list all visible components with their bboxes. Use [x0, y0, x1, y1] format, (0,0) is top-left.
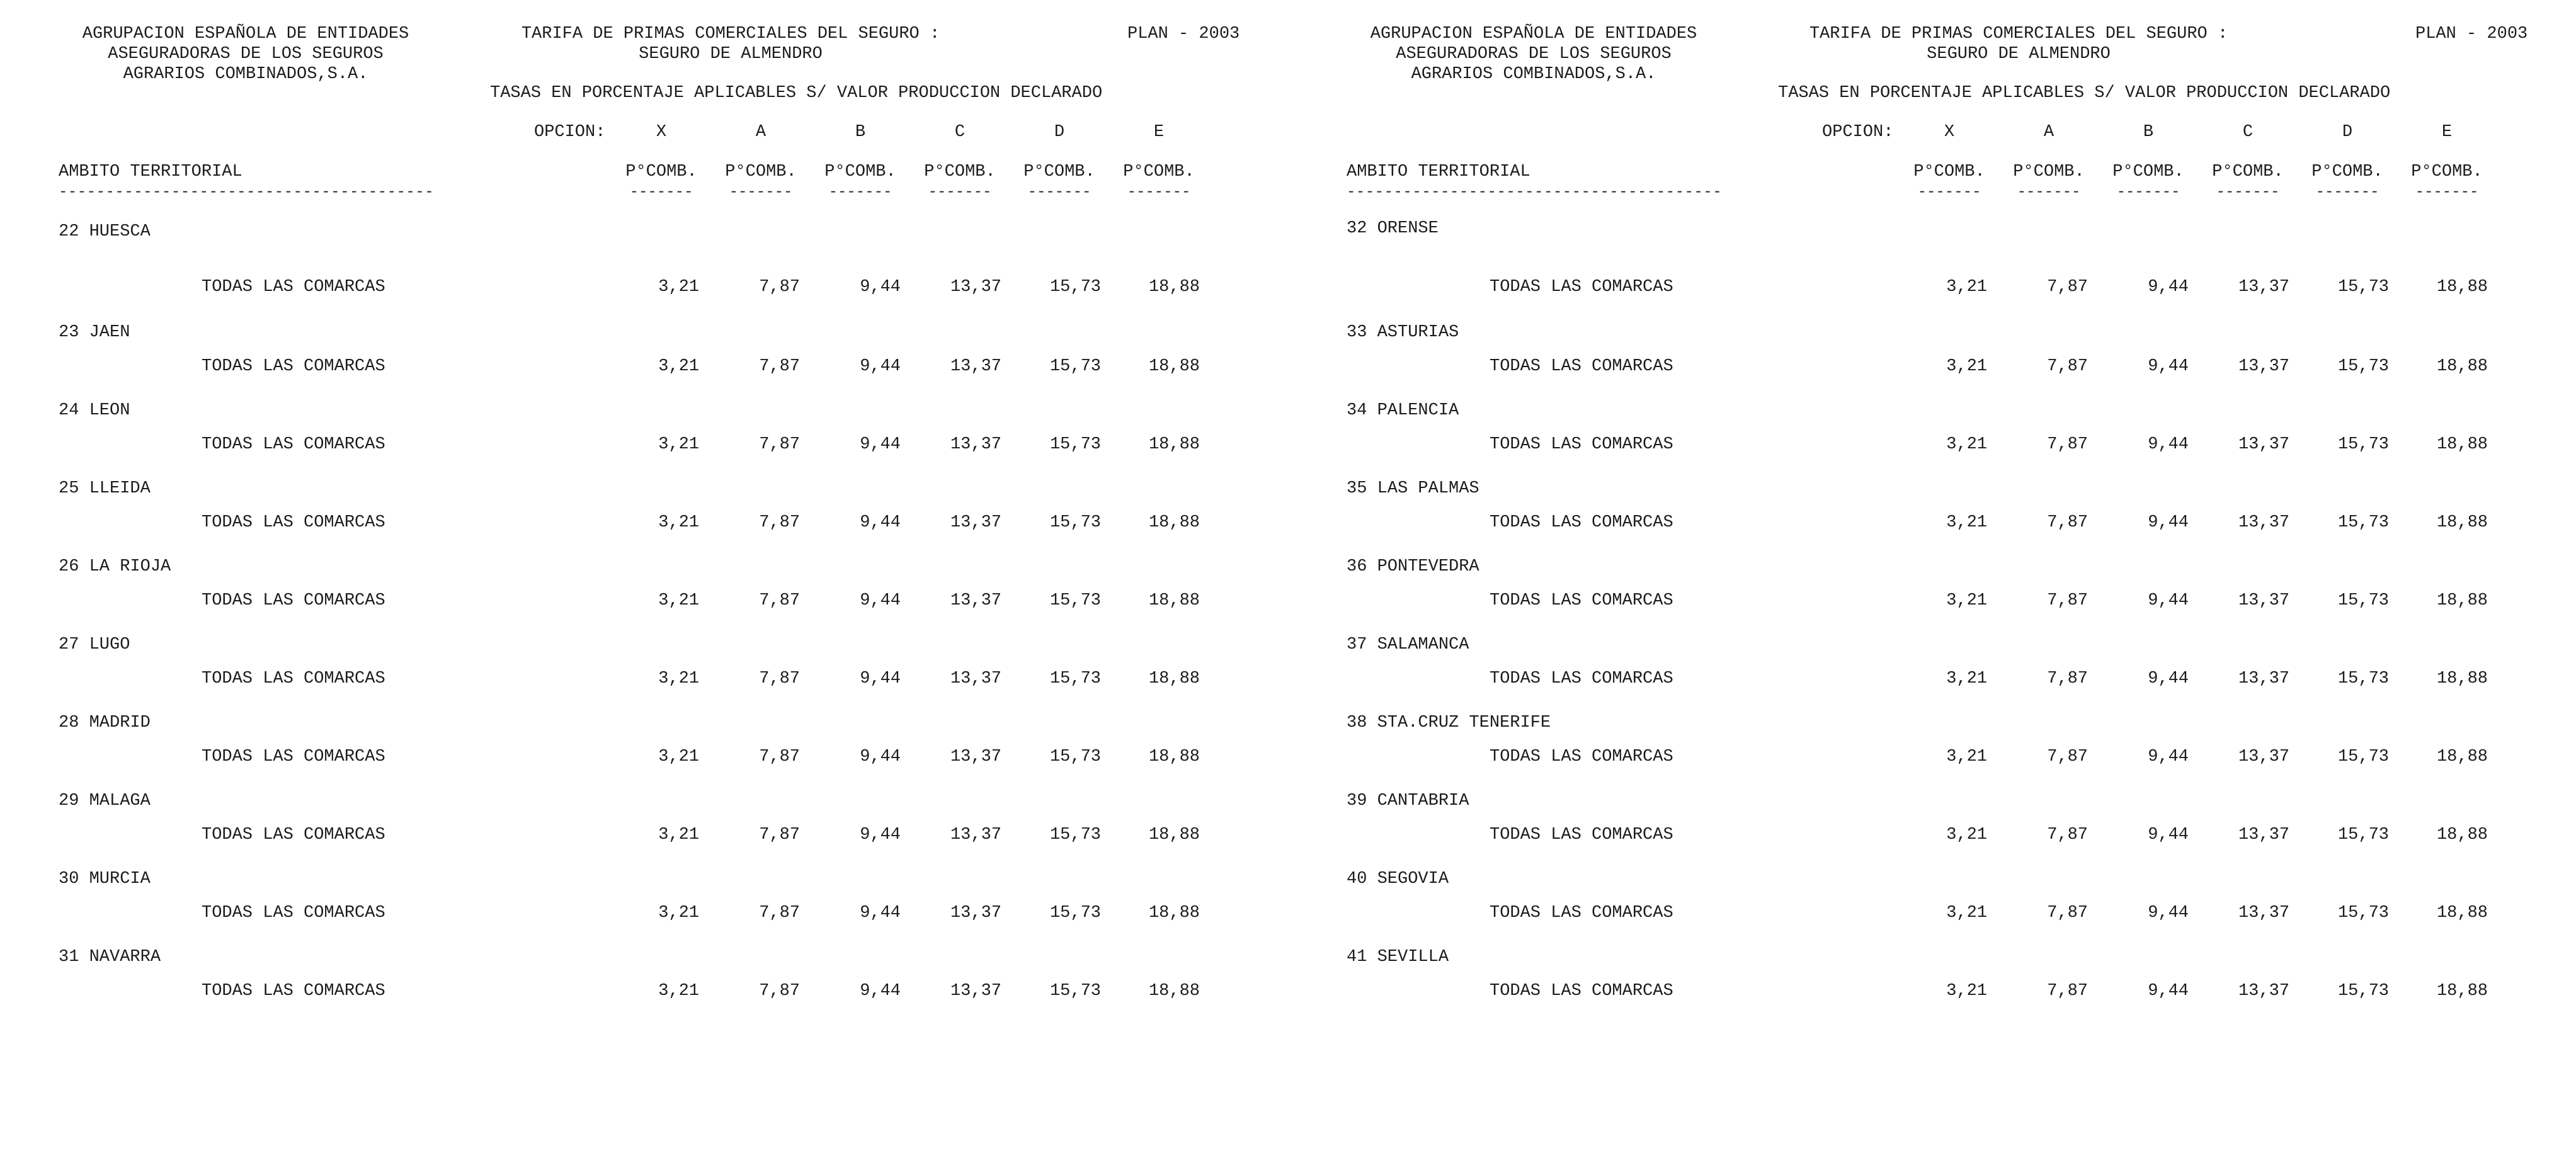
value-option-c: 13,37: [950, 435, 1001, 454]
value-option-a: 7,87: [2047, 278, 2088, 297]
value-option-x: 3,21: [658, 357, 699, 376]
value-option-d: 15,73: [1049, 982, 1101, 1001]
value-option-c: 13,37: [2238, 747, 2289, 766]
value-option-d: 15,73: [2337, 904, 2389, 922]
value-option-d: 15,73: [2337, 982, 2389, 1001]
pcomb-header: P°COMB.: [824, 162, 896, 181]
province-name: 40 SEGOVIA: [1347, 870, 1449, 888]
value-option-e: 18,88: [1148, 435, 1200, 454]
value-option-a: 7,87: [2047, 513, 2088, 532]
tariff-page-right: [1288, 0, 2576, 1158]
option-e-header: E: [1153, 123, 1165, 142]
value-option-c: 13,37: [950, 357, 1001, 376]
province-name: 33 ASTURIAS: [1347, 323, 1459, 342]
value-option-a: 7,87: [759, 435, 800, 454]
value-option-c: 13,37: [2238, 669, 2289, 688]
value-option-b: 9,44: [2148, 357, 2189, 376]
value-option-c: 13,37: [950, 904, 1001, 922]
comarca-name: TODAS LAS COMARCAS: [202, 357, 385, 376]
value-option-e: 18,88: [1148, 904, 1200, 922]
column-rule: -------: [729, 184, 793, 201]
ambito-label: AMBITO TERRITORIAL: [59, 162, 242, 181]
province-name: 39 CANTABRIA: [1347, 792, 1469, 810]
province-name: 28 MADRID: [59, 713, 151, 732]
organization-name: AGRUPACION ESPAÑOLA DE ENTIDADES ASEGURADORAS DE LOS SEGUROS AGRARIOS COMBINADOS,S.A.: [82, 25, 409, 84]
option-c-header: C: [2242, 123, 2254, 142]
value-option-a: 7,87: [759, 669, 800, 688]
comarca-name: TODAS LAS COMARCAS: [202, 826, 385, 844]
value-option-e: 18,88: [2436, 669, 2488, 688]
value-option-x: 3,21: [658, 513, 699, 532]
value-option-x: 3,21: [658, 591, 699, 610]
value-option-a: 7,87: [2047, 982, 2088, 1001]
value-option-b: 9,44: [2148, 669, 2189, 688]
province-name: 31 NAVARRA: [59, 948, 161, 967]
value-option-c: 13,37: [950, 513, 1001, 532]
pcomb-header: P°COMB.: [1123, 162, 1195, 181]
value-option-a: 7,87: [759, 904, 800, 922]
plan-label: PLAN - 2003: [2415, 25, 2528, 43]
value-option-e: 18,88: [2436, 278, 2488, 297]
column-rule: -------: [1127, 184, 1191, 201]
value-option-a: 7,87: [2047, 826, 2088, 844]
pcomb-header: P°COMB.: [1913, 162, 1985, 181]
value-option-a: 7,87: [2047, 747, 2088, 766]
value-option-e: 18,88: [2436, 357, 2488, 376]
comarca-name: TODAS LAS COMARCAS: [1490, 747, 1673, 766]
subtitle: TASAS EN PORCENTAJE APLICABLES S/ VALOR PRODUCCION DECLARADO: [1778, 84, 2391, 103]
value-option-x: 3,21: [1946, 513, 1987, 532]
comarca-name: TODAS LAS COMARCAS: [1490, 982, 1673, 1001]
province-name: 29 MALAGA: [59, 792, 151, 810]
value-option-b: 9,44: [860, 278, 901, 297]
value-option-a: 7,87: [759, 747, 800, 766]
option-a-header: A: [755, 123, 767, 142]
comarca-name: TODAS LAS COMARCAS: [202, 747, 385, 766]
comarca-name: TODAS LAS COMARCAS: [1490, 904, 1673, 922]
option-b-header: B: [2143, 123, 2154, 142]
value-option-b: 9,44: [860, 513, 901, 532]
value-option-x: 3,21: [1946, 357, 1987, 376]
organization-name: AGRUPACION ESPAÑOLA DE ENTIDADES ASEGURADORAS DE LOS SEGUROS AGRARIOS COMBINADOS,S.A.: [1370, 25, 1697, 84]
value-option-b: 9,44: [860, 669, 901, 688]
value-option-c: 13,37: [950, 747, 1001, 766]
value-option-x: 3,21: [1946, 669, 1987, 688]
value-option-d: 15,73: [2337, 278, 2389, 297]
value-option-x: 3,21: [1946, 278, 1987, 297]
value-option-e: 18,88: [2436, 747, 2488, 766]
value-option-d: 15,73: [2337, 591, 2389, 610]
pcomb-header: P°COMB.: [2311, 162, 2383, 181]
value-option-e: 18,88: [1148, 278, 1200, 297]
ambito-rule: ----------------------------------------: [1347, 184, 1723, 201]
value-option-e: 18,88: [2436, 904, 2488, 922]
value-option-a: 7,87: [759, 278, 800, 297]
option-a-header: A: [2043, 123, 2055, 142]
value-option-e: 18,88: [1148, 747, 1200, 766]
value-option-c: 13,37: [950, 278, 1001, 297]
province-name: 30 MURCIA: [59, 870, 151, 888]
value-option-d: 15,73: [1049, 669, 1101, 688]
value-option-x: 3,21: [1946, 747, 1987, 766]
province-name: 24 LEON: [59, 401, 130, 420]
value-option-b: 9,44: [2148, 278, 2189, 297]
pcomb-header: P°COMB.: [2212, 162, 2284, 181]
column-rule: -------: [1027, 184, 1091, 201]
value-option-d: 15,73: [2337, 747, 2389, 766]
value-option-e: 18,88: [1148, 669, 1200, 688]
column-rule: -------: [1917, 184, 1981, 201]
province-name: 36 PONTEVEDRA: [1347, 557, 1479, 576]
option-b-header: B: [855, 123, 866, 142]
value-option-c: 13,37: [2238, 591, 2289, 610]
value-option-e: 18,88: [1148, 982, 1200, 1001]
value-option-e: 18,88: [1148, 357, 1200, 376]
comarca-name: TODAS LAS COMARCAS: [202, 435, 385, 454]
comarca-name: TODAS LAS COMARCAS: [1490, 513, 1673, 532]
column-rule: -------: [2116, 184, 2180, 201]
value-option-d: 15,73: [2337, 357, 2389, 376]
opcion-label: OPCION:: [1822, 123, 1894, 142]
ambito-rule: ----------------------------------------: [59, 184, 435, 201]
province-name: 35 LAS PALMAS: [1347, 479, 1479, 498]
column-rule: -------: [2017, 184, 2081, 201]
province-name: 25 LLEIDA: [59, 479, 151, 498]
option-e-header: E: [2441, 123, 2453, 142]
value-option-d: 15,73: [1049, 591, 1101, 610]
value-option-e: 18,88: [2436, 435, 2488, 454]
province-name: 23 JAEN: [59, 323, 130, 342]
value-option-x: 3,21: [658, 669, 699, 688]
value-option-b: 9,44: [2148, 826, 2189, 844]
value-option-c: 13,37: [950, 826, 1001, 844]
column-rule: -------: [2415, 184, 2479, 201]
comarca-name: TODAS LAS COMARCAS: [202, 904, 385, 922]
comarca-name: TODAS LAS COMARCAS: [202, 982, 385, 1001]
value-option-d: 15,73: [1049, 357, 1101, 376]
comarca-name: TODAS LAS COMARCAS: [1490, 591, 1673, 610]
pcomb-header: P°COMB.: [2112, 162, 2184, 181]
value-option-a: 7,87: [759, 591, 800, 610]
option-d-header: D: [1054, 123, 1065, 142]
option-x-header: X: [1944, 123, 1955, 142]
value-option-x: 3,21: [658, 278, 699, 297]
subtitle: TASAS EN PORCENTAJE APLICABLES S/ VALOR PRODUCCION DECLARADO: [490, 84, 1103, 103]
value-option-a: 7,87: [2047, 904, 2088, 922]
value-option-a: 7,87: [2047, 357, 2088, 376]
comarca-name: TODAS LAS COMARCAS: [1490, 669, 1673, 688]
value-option-a: 7,87: [759, 826, 800, 844]
value-option-b: 9,44: [860, 904, 901, 922]
province-name: 34 PALENCIA: [1347, 401, 1459, 420]
comarca-name: TODAS LAS COMARCAS: [202, 591, 385, 610]
comarca-name: TODAS LAS COMARCAS: [1490, 357, 1673, 376]
value-option-x: 3,21: [658, 904, 699, 922]
value-option-b: 9,44: [2148, 982, 2189, 1001]
value-option-e: 18,88: [2436, 513, 2488, 532]
value-option-e: 18,88: [2436, 826, 2488, 844]
value-option-x: 3,21: [658, 982, 699, 1001]
value-option-c: 13,37: [950, 982, 1001, 1001]
ambito-label: AMBITO TERRITORIAL: [1347, 162, 1530, 181]
document-title: TARIFA DE PRIMAS COMERCIALES DEL SEGURO : SEGURO DE ALMENDRO: [521, 25, 940, 64]
value-option-e: 18,88: [2436, 982, 2488, 1001]
province-name: 41 SEVILLA: [1347, 948, 1449, 967]
column-rule: -------: [629, 184, 693, 201]
plan-label: PLAN - 2003: [1127, 25, 1240, 43]
value-option-x: 3,21: [658, 826, 699, 844]
value-option-c: 13,37: [2238, 904, 2289, 922]
value-option-e: 18,88: [1148, 513, 1200, 532]
value-option-b: 9,44: [860, 435, 901, 454]
value-option-d: 15,73: [1049, 513, 1101, 532]
option-d-header: D: [2342, 123, 2353, 142]
document-title: TARIFA DE PRIMAS COMERCIALES DEL SEGURO : SEGURO DE ALMENDRO: [1809, 25, 2228, 64]
value-option-b: 9,44: [2148, 747, 2189, 766]
value-option-x: 3,21: [658, 747, 699, 766]
comarca-name: TODAS LAS COMARCAS: [1490, 435, 1673, 454]
value-option-c: 13,37: [2238, 435, 2289, 454]
value-option-d: 15,73: [1049, 904, 1101, 922]
value-option-c: 13,37: [2238, 826, 2289, 844]
value-option-x: 3,21: [1946, 982, 1987, 1001]
value-option-c: 13,37: [2238, 513, 2289, 532]
comarca-name: TODAS LAS COMARCAS: [1490, 826, 1673, 844]
value-option-a: 7,87: [759, 982, 800, 1001]
column-rule: -------: [2216, 184, 2280, 201]
value-option-a: 7,87: [759, 357, 800, 376]
province-name: 37 SALAMANCA: [1347, 635, 1469, 654]
comarca-name: TODAS LAS COMARCAS: [202, 278, 385, 297]
value-option-d: 15,73: [2337, 669, 2389, 688]
province-name: 38 STA.CRUZ TENERIFE: [1347, 713, 1551, 732]
column-rule: -------: [828, 184, 892, 201]
pcomb-header: P°COMB.: [1023, 162, 1095, 181]
value-option-a: 7,87: [2047, 669, 2088, 688]
value-option-d: 15,73: [2337, 435, 2389, 454]
value-option-d: 15,73: [2337, 826, 2389, 844]
comarca-name: TODAS LAS COMARCAS: [202, 669, 385, 688]
value-option-a: 7,87: [2047, 591, 2088, 610]
pcomb-header: P°COMB.: [2411, 162, 2483, 181]
pcomb-header: P°COMB.: [924, 162, 996, 181]
comarca-name: TODAS LAS COMARCAS: [202, 513, 385, 532]
value-option-b: 9,44: [860, 982, 901, 1001]
province-name: 27 LUGO: [59, 635, 130, 654]
value-option-b: 9,44: [2148, 904, 2189, 922]
value-option-x: 3,21: [658, 435, 699, 454]
value-option-b: 9,44: [860, 357, 901, 376]
comarca-name: TODAS LAS COMARCAS: [1490, 278, 1673, 297]
value-option-e: 18,88: [1148, 591, 1200, 610]
option-c-header: C: [954, 123, 966, 142]
value-option-b: 9,44: [860, 591, 901, 610]
province-name: 26 LA RIOJA: [59, 557, 171, 576]
value-option-a: 7,87: [2047, 435, 2088, 454]
value-option-c: 13,37: [2238, 982, 2289, 1001]
province-name: 22 HUESCA: [59, 222, 151, 241]
value-option-c: 13,37: [2238, 278, 2289, 297]
pcomb-header: P°COMB.: [625, 162, 697, 181]
value-option-d: 15,73: [1049, 747, 1101, 766]
column-rule: -------: [2315, 184, 2379, 201]
value-option-b: 9,44: [860, 826, 901, 844]
pcomb-header: P°COMB.: [2013, 162, 2085, 181]
value-option-b: 9,44: [2148, 591, 2189, 610]
value-option-e: 18,88: [2436, 591, 2488, 610]
value-option-x: 3,21: [1946, 826, 1987, 844]
value-option-e: 18,88: [1148, 826, 1200, 844]
opcion-label: OPCION:: [534, 123, 606, 142]
province-name: 32 ORENSE: [1347, 219, 1439, 238]
value-option-a: 7,87: [759, 513, 800, 532]
value-option-d: 15,73: [2337, 513, 2389, 532]
value-option-d: 15,73: [1049, 826, 1101, 844]
pcomb-header: P°COMB.: [725, 162, 797, 181]
value-option-c: 13,37: [950, 669, 1001, 688]
value-option-b: 9,44: [2148, 513, 2189, 532]
value-option-c: 13,37: [950, 591, 1001, 610]
value-option-x: 3,21: [1946, 435, 1987, 454]
value-option-b: 9,44: [2148, 435, 2189, 454]
value-option-x: 3,21: [1946, 591, 1987, 610]
value-option-d: 15,73: [1049, 435, 1101, 454]
value-option-b: 9,44: [860, 747, 901, 766]
value-option-c: 13,37: [2238, 357, 2289, 376]
value-option-x: 3,21: [1946, 904, 1987, 922]
option-x-header: X: [656, 123, 667, 142]
column-rule: -------: [928, 184, 992, 201]
value-option-d: 15,73: [1049, 278, 1101, 297]
